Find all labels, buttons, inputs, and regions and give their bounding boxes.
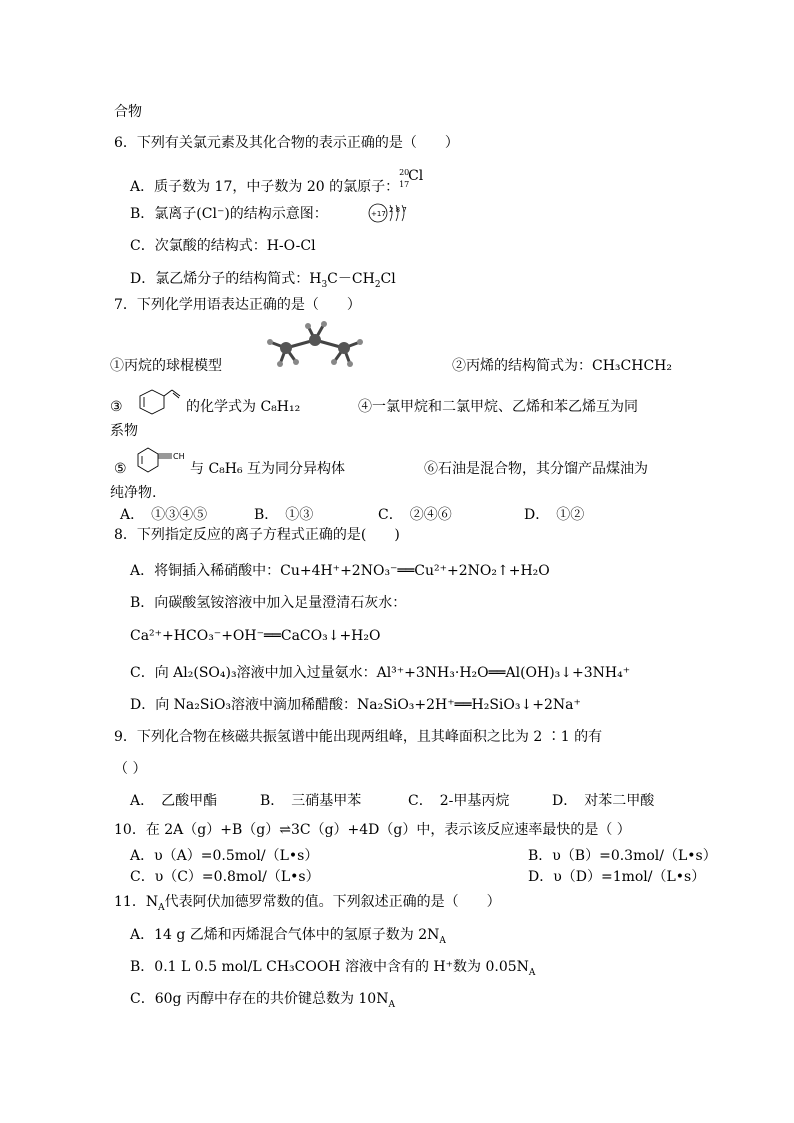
q9-paren: （ ） bbox=[114, 761, 147, 777]
q8-stem: 8．下列指定反应的离子方程式正确的是( ) bbox=[114, 527, 400, 543]
q7-item-3-text: 的化学式为 C₈H₁₂ bbox=[186, 399, 301, 415]
q7-choice-a: A． ①③④⑤ bbox=[120, 507, 208, 523]
q8-option-b: B．向碳酸氢铵溶液中加入足量澄清石灰水： bbox=[130, 595, 407, 611]
q8-option-b-equation: Ca²⁺+HCO₃⁻+OH⁻══CaCO₃↓+H₂O bbox=[130, 628, 381, 644]
phenylacetylene-structure bbox=[134, 446, 192, 476]
q7-choice-b: B． ①③ bbox=[254, 507, 314, 523]
q7-item-4: ④一氯甲烷和二氯甲烷、乙烯和苯乙烯互为同 bbox=[358, 399, 638, 415]
q7-item-5-text: 与 C₈H₆ 互为同分异构体 bbox=[190, 461, 346, 477]
continuation-text: 合物 bbox=[114, 104, 142, 120]
q9-choice-b: B． 三硝基甲苯 bbox=[260, 793, 362, 809]
q10-option-a: A．υ（A）=0.5mol/（L•s） bbox=[130, 848, 319, 864]
vinylcyclohexene-structure bbox=[132, 388, 182, 418]
q6-option-a: A．质子数为 17，中子数为 20 的氯原子： 20 17 Cl bbox=[130, 168, 424, 195]
q9-stem: 9．下列化合物在核磁共振氢谱中能出现两组峰，且其峰面积之比为 2 ∶1 的有 bbox=[114, 729, 603, 745]
chloride-ion-structure-diagram bbox=[368, 200, 412, 226]
chlorine-isotope-notation: 20 17 Cl bbox=[399, 168, 424, 189]
q7-item-1: ①丙烷的球棍模型 bbox=[110, 358, 222, 374]
q9-choice-d: D． 对苯二甲酸 bbox=[552, 793, 655, 809]
q7-choice-c: C． ②④⑥ bbox=[378, 507, 452, 523]
q11-option-c: C．60g 丙醇中存在的共价键总数为 $10N_A$ bbox=[130, 991, 395, 1010]
q8-option-c: C．向 Al₂(SO₄)₃溶液中加入过量氨水：Al³⁺+3NH₃·H₂O══Al(OH)₃↓+3NH₄⁺ bbox=[130, 665, 631, 681]
q6-option-c: C．次氯酸的结构式：H-O-Cl bbox=[130, 238, 316, 254]
q7-item-4-continued: 系物 bbox=[110, 423, 138, 439]
svg-text:+17: +17 bbox=[371, 210, 386, 218]
q7-item-2: ②丙烯的结构简式为：CH₃CHCH₂ bbox=[452, 358, 672, 374]
q11-option-a: A．14 g 乙烯和丙烯混合气体中的氢原子数为 $2N_A$ bbox=[130, 927, 446, 946]
q6-option-b: B．氯离子(Cl⁻)的结构示意图： bbox=[130, 206, 328, 222]
q6-stem: 6．下列有关氯元素及其化合物的表示正确的是（ ） bbox=[114, 135, 459, 151]
svg-text:CH: CH bbox=[173, 452, 185, 461]
svg-text:2 8 7: 2 8 7 bbox=[389, 206, 407, 214]
q10-option-b: B．υ（B）=0.3mol/（L•s） bbox=[528, 848, 717, 864]
q7-item-6-continued: 纯净物. bbox=[110, 485, 157, 501]
propane-ball-stick-model bbox=[260, 320, 370, 370]
q6-option-d: D．氯乙烯分子的结构简式：$H_3C-CH_2Cl$ bbox=[130, 271, 396, 290]
q8-option-d: D．向 Na₂SiO₃溶液中滴加稀醋酸：Na₂SiO₃+2H⁺══H₂SiO₃↓+2Na⁺ bbox=[130, 697, 581, 713]
q7-stem: 7．下列化学用语表达正确的是（ ） bbox=[114, 297, 361, 313]
q10-option-d: D．υ（D）=1mol/（L•s） bbox=[528, 869, 706, 885]
q9-choice-a: A． 乙酸甲酯 bbox=[130, 793, 218, 809]
q11-option-b: B．0.1 L 0.5 mol/L CH₃COOH 溶液中含有的 H⁺数为 $0.05N_A$ bbox=[130, 959, 536, 978]
q7-choice-d: D． ①② bbox=[524, 507, 585, 523]
q11-stem: 11．$N_A$代表阿伏加德罗常数的值。下列叙述正确的是（ ） bbox=[114, 894, 501, 913]
q7-item-5-number: ⑤ bbox=[114, 461, 127, 477]
q10-option-c: C．υ（C）=0.8mol/（L•s） bbox=[130, 869, 320, 885]
q7-item-3-number: ③ bbox=[110, 399, 123, 415]
q10-stem: 10．在 2A（g）+B（g）⇌3C（g）+4D（g）中，表示该反应速率最快的是（ ） bbox=[114, 822, 631, 838]
q8-option-a: A．将铜插入稀硝酸中：Cu+4H⁺+2NO₃⁻══Cu²⁺+2NO₂↑+H₂O bbox=[130, 563, 550, 579]
q7-item-6: ⑥石油是混合物，其分馏产品煤油为 bbox=[424, 461, 648, 477]
q9-choice-c: C． 2-甲基丙烷 bbox=[408, 793, 510, 809]
